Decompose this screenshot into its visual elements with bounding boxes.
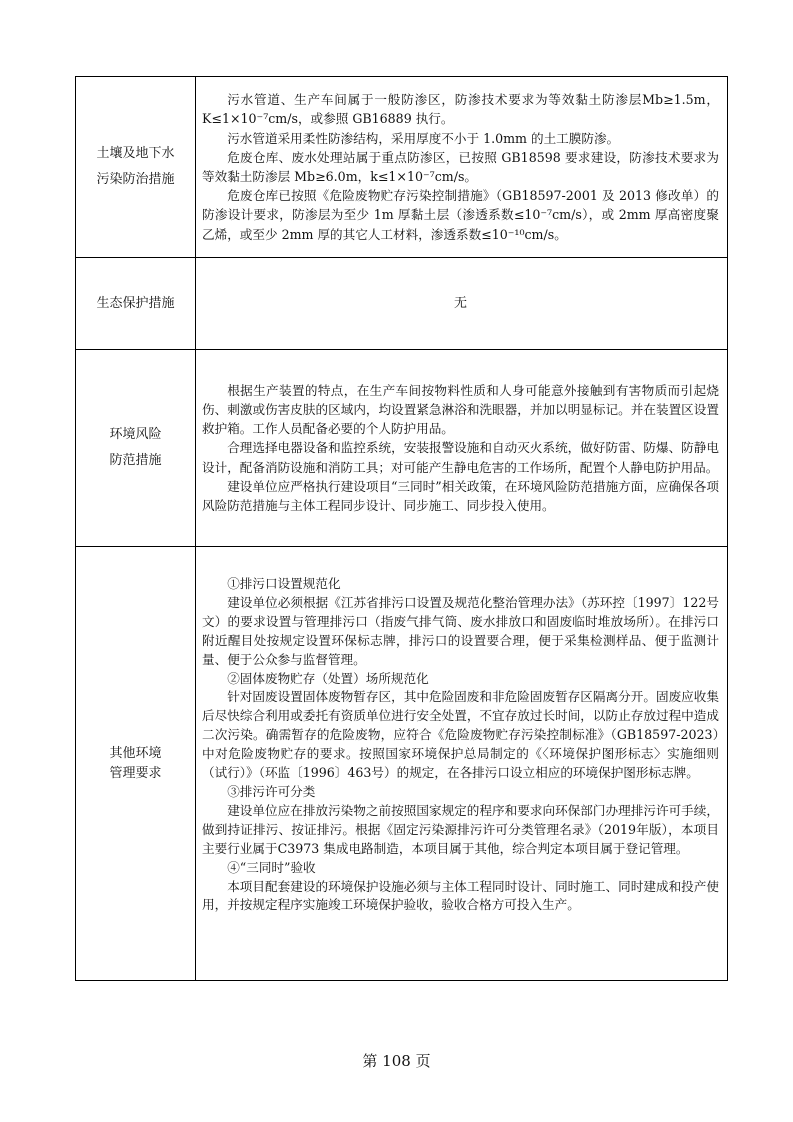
row-label-line: 管理要求 bbox=[109, 765, 162, 781]
row-label-line: 污染防治措施 bbox=[96, 172, 175, 187]
paragraph: 针对固废设置固体废物暂存区，其中危险固废和非危险固废暂存区隔离分开。固废应收集后尽快综合利用或委托有资质单位进行安全处置，不宜存放过长时间，以防止存放过程中造成二次污染。确需暂存的危险废物，应符合《危险废物贮存污染控制标准》（GB18597-2023）中对危险废物贮存的要求。按照国家环境保护总局制定的《〈环境保护图形标志〉实施细则（试行）》（环监〔1996〕463号）的规定，在各排污口设立相应的环境保护图形标志牌。 bbox=[202, 689, 719, 781]
paragraph: ①排污口设置规范化 bbox=[227, 576, 341, 591]
row-label-line: 环境风险 bbox=[109, 427, 162, 442]
paragraph: 危废仓库已按照《危险废物贮存污染控制措施》（GB18597-2001 及 2013 修改单）的防渗设计要求，防渗层为至少 1m 厚黏土层（渗透系数≤10⁻⁷cm/s），或 2mm 厚高密度聚乙烯，或至少 2mm 厚的其它人工材料，渗透系数≤10⁻¹⁰cm/s。 bbox=[202, 188, 719, 242]
row-label-line: 防范措施 bbox=[109, 453, 162, 468]
measures-table bbox=[75, 76, 728, 981]
paragraph: 危废仓库、废水处理站属于重点防渗区，已按照 GB18598 要求建设，防渗技术要求为等效黏土防渗层 Mb≥6.0m，k≤1×10⁻⁷cm/s。 bbox=[202, 149, 719, 184]
row-label bbox=[76, 547, 196, 980]
row-label-line: 其他环境 bbox=[109, 745, 162, 761]
paragraph: 建设单位必须根据《江苏省排污口设置及规范化整治管理办法》（苏环控〔1997〕122号文）的要求设置与管理排污口（指废气排气筒、废水排放口和固废临时堆放场所）。在排污口附近醒目处按规定设置环保标志牌，排污口的设置要合理，便于采集检测样品、便于监测计量、便于公众参与监督管理。 bbox=[202, 594, 719, 667]
paragraph: 根据生产装置的特点，在生产车间按物料性质和人身可能意外接触到有害物质而引起烧伤、刺激或伤害皮肤的区域内，均设置紧急淋浴和洗眼器，并加以明显标记。并在装置区设置救护箱。工作人员配备必要的个人防护用品。 bbox=[202, 382, 719, 437]
row-label-line: 土壤及地下水 bbox=[96, 146, 175, 161]
row-label bbox=[76, 77, 196, 257]
paragraph: ④“三同时”验收 bbox=[227, 859, 316, 875]
row-label-line: 生态保护措施 bbox=[96, 295, 175, 311]
row-content bbox=[196, 258, 727, 349]
page-number: 第 108 页 bbox=[362, 1052, 431, 1070]
row-content bbox=[196, 77, 727, 257]
paragraph: ②固体废物贮存（处置）场所规范化 bbox=[227, 670, 429, 686]
table-row-environmental-risk bbox=[76, 350, 727, 547]
paragraph: 污水管道、生产车间属于一般防渗区，防渗技术要求为等效黏土防渗层Mb≥1.5m，K≤1×10⁻⁷cm/s，或参照 GB16889 执行。 bbox=[202, 92, 719, 127]
paragraph: 建设单位应在排放污染物之前按照国家规定的程序和要求向环保部门办理排污许可手续，做到持证排污、按证排污。根据《固定污染源排污许可分类管理名录》（2019年版），本项目主要行业属于C3973 集成电路制造，本项目属于其他，综合判定本项目属于登记管理。 bbox=[202, 802, 719, 856]
paragraph: 合理选择电器设备和监控系统，安装报警设施和自动灭火系统，做好防雷、防爆、防静电设计，配备消防设施和消防工具；对可能产生静电危害的工作场所，配置个人静电防护用品。 bbox=[202, 440, 719, 475]
row-label bbox=[76, 258, 196, 349]
paragraph: 无 bbox=[453, 295, 467, 311]
paragraph: 污水管道采用柔性防渗结构，采用厚度不小于 1.0mm 的土工膜防渗。 bbox=[227, 130, 620, 146]
table-row-ecological-protection bbox=[76, 258, 727, 350]
table-row-soil-groundwater bbox=[76, 77, 727, 258]
paragraph: 建设单位应严格执行建设项目“三同时”相关政策，在环境风险防范措施方面，应确保各项风险防范措施与主体工程同步设计、同步施工、同步投入使用。 bbox=[202, 478, 719, 513]
row-content bbox=[196, 547, 727, 980]
row-content bbox=[196, 350, 727, 546]
paragraph: ③排污许可分类 bbox=[227, 783, 316, 799]
paragraph: 本项目配套建设的环境保护设施必须与主体工程同时设计、同时施工、同时建成和投产使用，并按规定程序实施竣工环境保护验收，验收合格方可投入生产。 bbox=[202, 878, 719, 913]
table-row-other-management bbox=[76, 547, 727, 980]
row-label bbox=[76, 350, 196, 546]
